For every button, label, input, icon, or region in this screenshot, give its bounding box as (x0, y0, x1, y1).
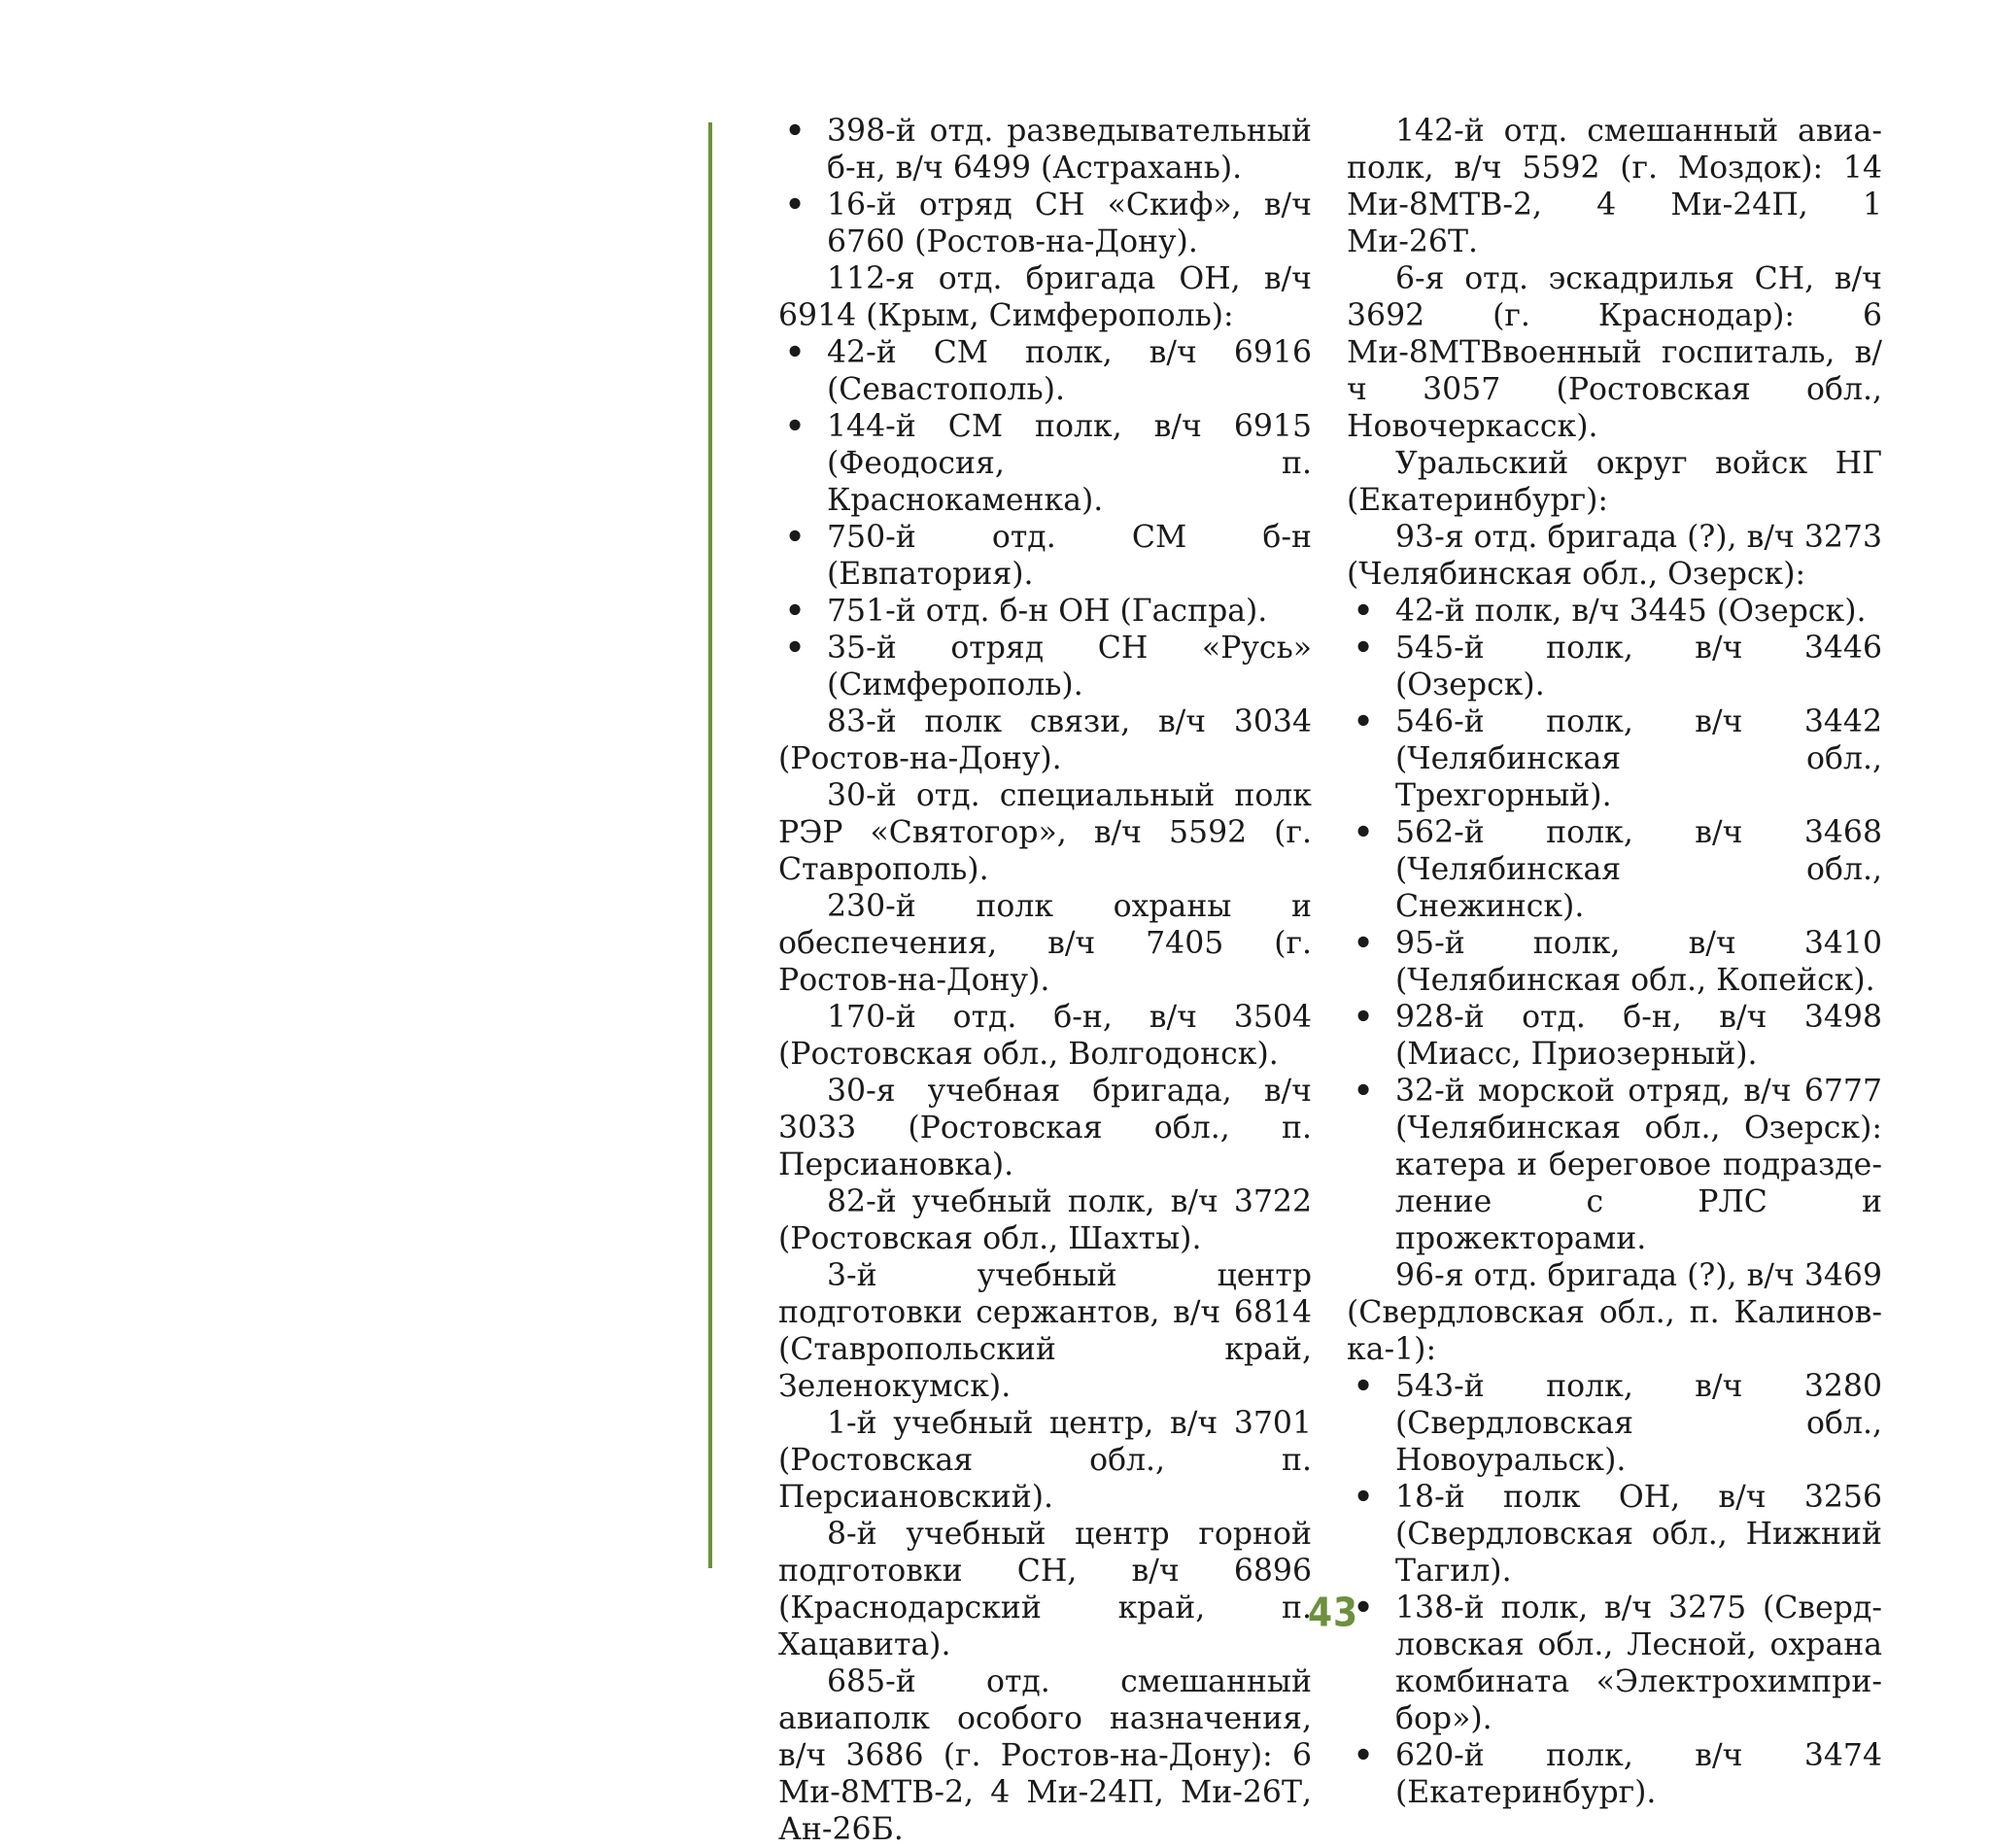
bullet-icon: • (785, 113, 806, 149)
bullet-text: 750-й отд. СМ б-н (Евпатория). (827, 520, 1312, 592)
left-column (778, 113, 1312, 1848)
bullet-icon: • (785, 334, 806, 370)
page-number: 43 (1307, 1590, 1359, 1637)
bullet-text: 546-й полк, в/ч 3442 (Челябинская обл., Трехгорный). (1395, 704, 1882, 813)
bullet-text: 42-й СМ полк, в/ч 6916 (Севастополь). (827, 335, 1312, 407)
bullet-icon: • (785, 593, 806, 629)
bullet-text: 32-й морской отряд, в/ч 6777 (Челябинская обл., Озерск): катера и береговое подразделение с РЛС и прожекторами. (1395, 1074, 1882, 1256)
bullet-list (778, 334, 1312, 703)
bullet-text: 562-й полк, в/ч 3468 (Челябинская обл., Снежинск). (1395, 815, 1882, 924)
bullet-text: 543-й полк, в/ч 3280 (Свердловская обл., Новоуральск). (1395, 1369, 1882, 1478)
paragraph: 6-я отд. эскадрилья СН, в/ч 3692 (г. Краснодар): 6 Ми-8МТВвоенный госпиталь, в/ч 3057 (Ростовская обл., Новочеркасск). (1347, 261, 1882, 444)
bullet-icon: • (1354, 703, 1374, 739)
bullet-text: 42-й полк, в/ч 3445 (Озерск). (1395, 594, 1867, 629)
bullet-icon: • (785, 519, 806, 555)
bullet-icon: • (1354, 1479, 1374, 1515)
bullet-item (778, 408, 1312, 519)
bullet-text: 95-й полк, в/ч 3410 (Челябинская обл., Копейск). (1395, 926, 1882, 998)
paragraph: 30-й отд. специальный полк РЭР «Святогор», в/ч 5592 (г. Ставрополь). (778, 778, 1312, 887)
bullet-text: 398-й отд. разведывательный б-н, в/ч 6499 (Астрахань). (827, 114, 1312, 186)
paragraph: 1-й учебный центр, в/ч 3701 (Ростовская обл., п. Персиановский). (778, 1406, 1312, 1515)
paragraph: 170-й отд. б-н, в/ч 3504 (Ростовская обл., Волгодонск). (778, 1000, 1312, 1072)
paragraph: 8-й учебный центр горной подготовки СН, в/ч 6896 (Краснодарский край, п. Хацавита). (778, 1517, 1312, 1662)
paragraph: 83-й полк связи, в/ч 3034 (Ростов-на-Дону). (778, 704, 1312, 776)
bullet-icon: • (785, 187, 806, 222)
bullet-item (1347, 1590, 1882, 1737)
bullet-item (1347, 1368, 1882, 1479)
bullet-icon: • (785, 408, 806, 444)
paragraph: 82-й учебный полк, в/ч 3722 (Ростовская обл., Шахты). (778, 1184, 1312, 1256)
bullet-item (1347, 925, 1882, 999)
bullet-text: 620-й полк, в/ч 3474 (Екатеринбург). (1395, 1738, 1882, 1810)
bullet-text: 138-й полк, в/ч 3275 (Свердловская обл., Лесной, охрана комбината «Электрохимприбор»). (1395, 1591, 1882, 1736)
paragraph: 112-я отд. бригада ОН, в/ч 6914 (Крым, Симферополь): (778, 261, 1312, 333)
bullet-icon: • (1354, 1737, 1374, 1773)
bullet-icon: • (1354, 1073, 1374, 1109)
right-column (1347, 113, 1882, 1811)
bullet-text: 16-й отряд СН «Скиф», в/ч 6760 (Ростов-на-Дону). (827, 188, 1312, 259)
bullet-icon: • (1354, 925, 1374, 961)
paragraph: 96-я отд. бригада (?), в/ч 3469 (Свердловская обл., п. Калиновка-1): (1347, 1258, 1882, 1367)
paragraph: 93-я отд. бригада (?), в/ч 3273 (Челябинская обл., Озерск): (1347, 520, 1882, 592)
bullet-item (1347, 593, 1882, 630)
bullet-item (778, 334, 1312, 408)
paragraph: 230-й полк охраны и обеспечения, в/ч 7405 (г. Ростов-на-Дону). (778, 889, 1312, 998)
bullet-item (778, 593, 1312, 630)
bullet-text: 144-й СМ полк, в/ч 6915 (Феодосия, п. Краснокаменка). (827, 409, 1312, 518)
bullet-icon: • (1354, 814, 1374, 850)
bullet-item (1347, 703, 1882, 814)
bullet-text: 545-й полк, в/ч 3446 (Озерск). (1395, 631, 1882, 702)
bullet-icon: • (1354, 593, 1374, 629)
paragraph: Уральский округ войск НГ (Екатеринбург): (1347, 446, 1882, 518)
bullet-text: 928-й отд. б-н, в/ч 3498 (Миасс, Приозерный). (1395, 1000, 1882, 1072)
bullet-icon: • (1354, 630, 1374, 666)
paragraph: 685-й отд. смешанный авиаполк особого назначения, в/ч 3686 (г. Ростов-на-Дону): 6 Ми-8МТВ-2, 4 Ми-24П, Ми-26Т, Ан-26Б. (778, 1664, 1312, 1847)
bullet-list (778, 113, 1312, 260)
bullet-item (778, 113, 1312, 187)
paragraph: 3-й учебный центр подготовки сержантов, в/ч 6814 (Ставропольский край, Зеленокумск). (778, 1258, 1312, 1404)
bullet-list (1347, 1368, 1882, 1811)
bullet-icon: • (1354, 1590, 1374, 1626)
bullet-item (1347, 630, 1882, 703)
bullet-item (778, 187, 1312, 260)
bullet-item (1347, 999, 1882, 1073)
bullet-item (1347, 1073, 1882, 1257)
bullet-icon: • (1354, 1368, 1374, 1404)
bullet-item (778, 630, 1312, 703)
bullet-text: 751-й отд. б-н ОН (Гаспра). (827, 594, 1268, 629)
bullet-item (1347, 1737, 1882, 1811)
margin-rule (708, 122, 712, 1568)
bullet-item (1347, 814, 1882, 925)
paragraph: 30-я учебная бригада, в/ч 3033 (Ростовская обл., п. Персиановка). (778, 1074, 1312, 1182)
bullet-icon: • (1354, 999, 1374, 1035)
bullet-item (1347, 1479, 1882, 1590)
bullet-text: 18-й полк ОН, в/ч 3256 (Свердловская обл., Нижний Тагил). (1395, 1480, 1882, 1589)
bullet-item (778, 519, 1312, 593)
bullet-icon: • (785, 630, 806, 666)
bullet-text: 35-й отряд СН «Русь» (Симферополь). (827, 631, 1312, 702)
paragraph: 142-й отд. смешанный авиаполк, в/ч 5592 (г. Моздок): 14 Ми-8МТВ-2, 4 Ми-24П, 1 Ми-26Т. (1347, 114, 1882, 259)
bullet-list (1347, 593, 1882, 1257)
